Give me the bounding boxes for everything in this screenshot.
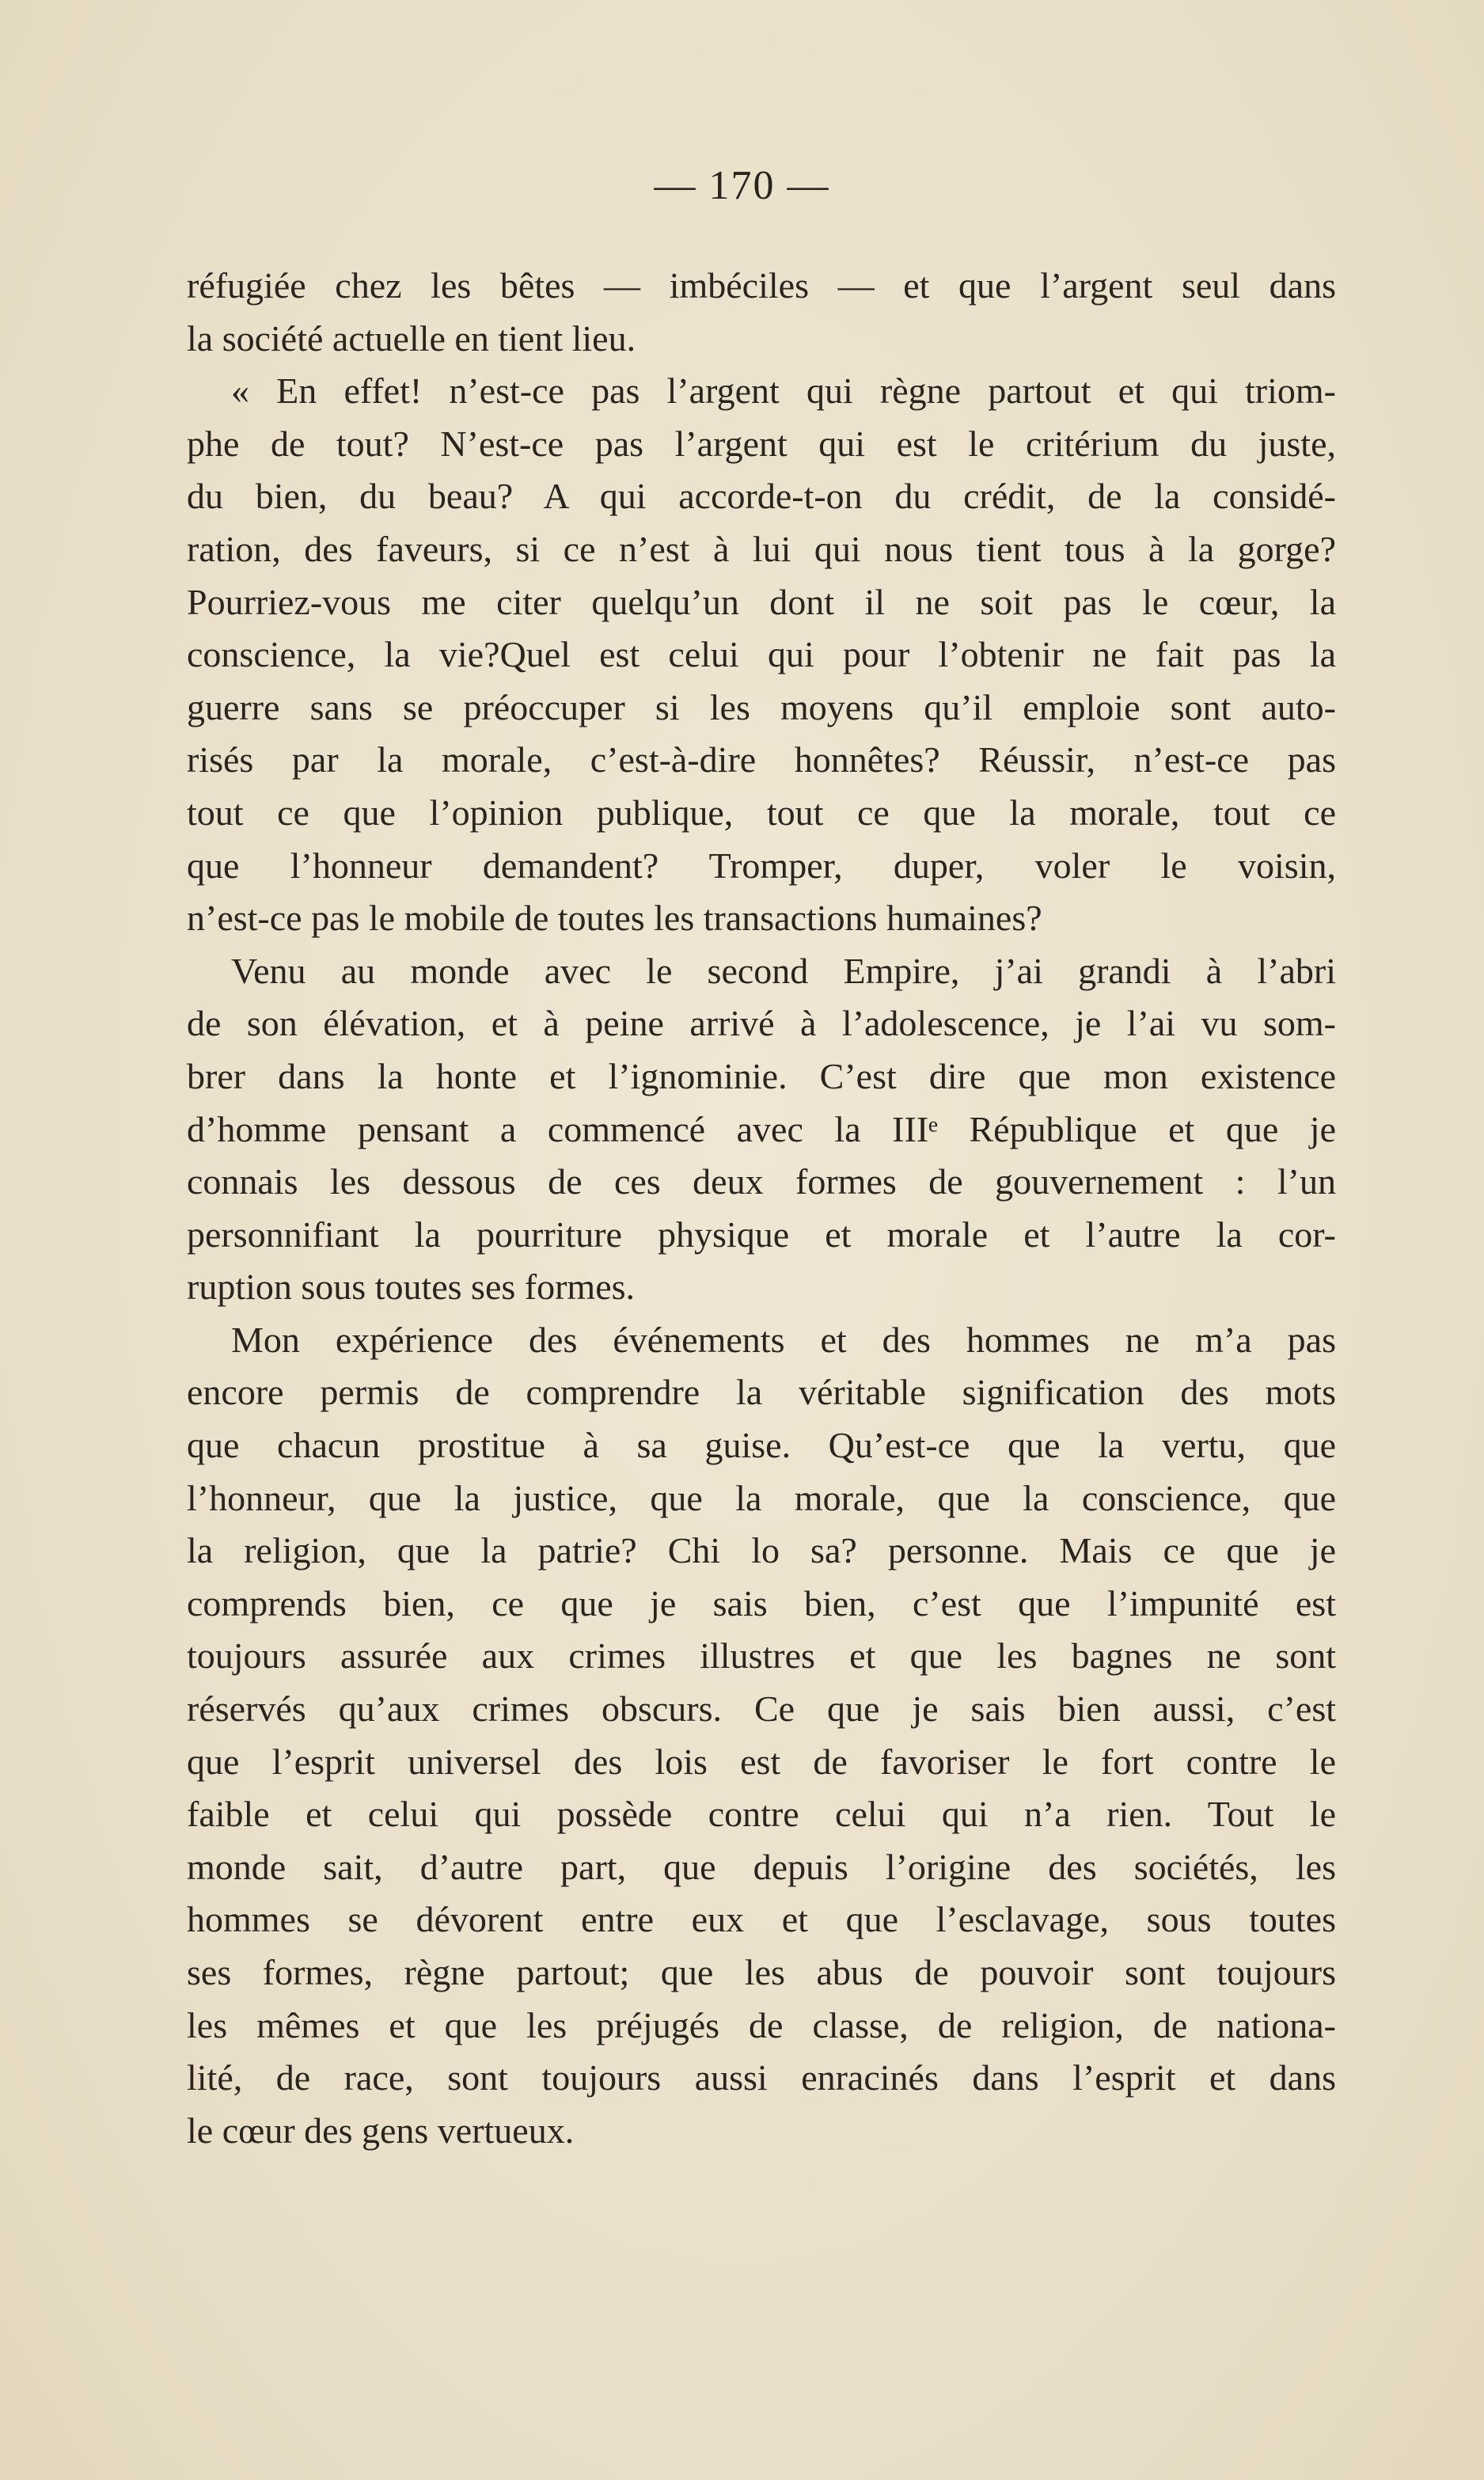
text-line: tout ce que l’opinion publique, tout ce que la morale, tout ce (187, 792, 1336, 833)
page-number: — 170 — (654, 163, 830, 208)
text-line: la religion, que la patrie? Chi lo sa? personne. Mais ce que je (187, 1530, 1336, 1571)
text-line: réfugiée chez les bêtes — imbéciles — et que l’argent seul dans (187, 265, 1336, 306)
body-text (187, 260, 1336, 2157)
text-line: toujours assurée aux crimes illustres et que les bagnes ne sont (187, 1635, 1336, 1677)
text-line: phe de tout? N’est-ce pas l’argent qui est le critérium du juste, (187, 423, 1336, 464)
text-line: brer dans la honte et l’ignominie. C’est dire que mon existence (187, 1055, 1336, 1096)
text-line: faible et celui qui possède contre celui qui n’a rien. Tout le (187, 1794, 1336, 1835)
text-line: de son élévation, et à peine arrivé à l’adolescence, je l’ai vu som- (187, 1003, 1336, 1044)
text-line: Mon expérience des événements et des hommes ne m’a pas (231, 1319, 1336, 1360)
text-line: monde sait, d’autre part, que depuis l’origine des sociétés, les (187, 1846, 1336, 1887)
text-line: Pourriez-vous me citer quelqu’un dont il ne soit pas le cœur, la (187, 581, 1336, 622)
text-line: que l’honneur demandent? Tromper, duper, voler le voisin, (187, 845, 1336, 886)
text-line: encore permis de comprendre la véritable signification des mots (187, 1372, 1336, 1413)
text-line: hommes se dévorent entre eux et que l’esclavage, sous toutes (187, 1899, 1336, 1940)
text-line: guerre sans se préoccuper si les moyens qu’il emploie sont auto- (187, 686, 1336, 727)
text-line: que chacun prostitue à sa guise. Qu’est-ce que la vertu, que (187, 1425, 1336, 1466)
text-line: que l’esprit universel des lois est de favoriser le fort contre le (187, 1741, 1336, 1782)
text-line: les mêmes et que les préjugés de classe, de religion, de nationa- (187, 2004, 1336, 2045)
text-line: connais les dessous de ces deux formes de gouvernement : l’un (187, 1161, 1336, 1202)
text-line: « En effet! n’est-ce pas l’argent qui règne partout et qui triom- (231, 370, 1336, 412)
text-line: comprends bien, ce que je sais bien, c’est que l’impunité est (187, 1582, 1336, 1624)
text-line: réservés qu’aux crimes obscurs. Ce que je sais bien aussi, c’est (187, 1688, 1336, 1730)
text-line: n’est-ce pas le mobile de toutes les transactions humaines? (187, 898, 1042, 939)
text-line: l’honneur, que la justice, que la morale, que la conscience, que (187, 1477, 1336, 1518)
text-line: d’homme pensant a commencé avec la IIIᵉ République et que je (187, 1108, 1336, 1149)
text-line: conscience, la vie?Quel est celui qui pour l’obtenir ne fait pas la (187, 634, 1336, 675)
text-line: risés par la morale, c’est-à-dire honnêtes? Réussir, n’est-ce pas (187, 739, 1336, 780)
text-line: lité, de race, sont toujours aussi enracinés dans l’esprit et dans (187, 2057, 1336, 2098)
text-line: le cœur des gens vertueux. (187, 2110, 575, 2151)
text-line: Venu au monde avec le second Empire, j’ai grandi à l’abri (231, 950, 1336, 991)
text-line: ses formes, règne partout; que les abus de pouvoir sont toujours (187, 1952, 1336, 1992)
text-line: ration, des faveurs, si ce n’est à lui qui nous tient tous à la gorge? (187, 528, 1336, 569)
text-line: la société actuelle en tient lieu. (187, 317, 636, 359)
text-line: ruption sous toutes ses formes. (187, 1267, 636, 1308)
text-line: du bien, du beau? A qui accorde-t-on du crédit, de la considé- (187, 476, 1336, 517)
text-line: personnifiant la pourriture physique et morale et l’autre la cor- (187, 1213, 1336, 1255)
